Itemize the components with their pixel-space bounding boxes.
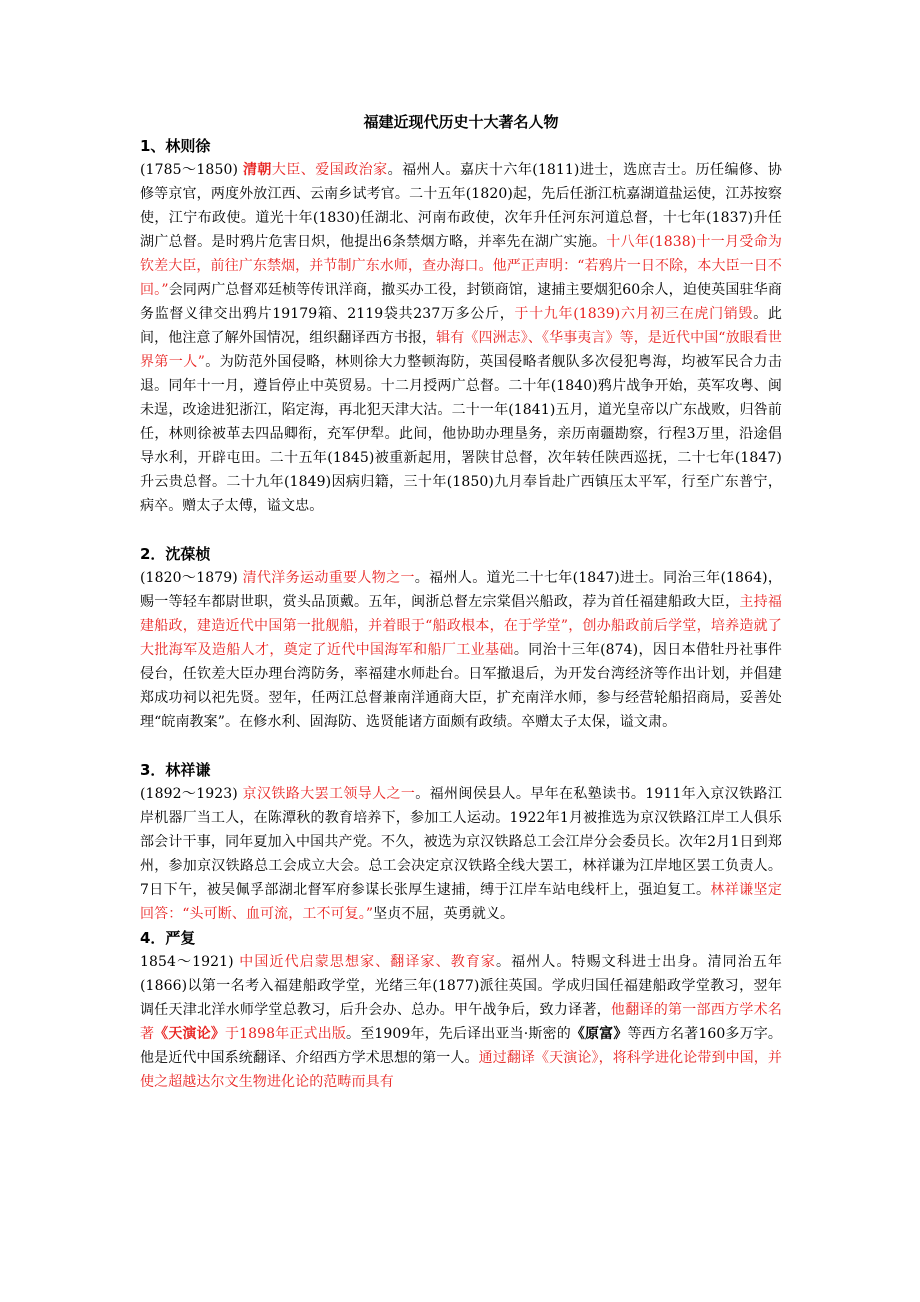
text-run-highlight: 《天演论》 (154, 1026, 225, 1042)
text-run: (1820～1879) (140, 570, 243, 586)
section-spacer (140, 734, 782, 758)
text-run-highlight: 京汉铁路大罢工领导人之一 (242, 786, 416, 802)
section-heading-lin-zexu: 1、林则徐 (140, 137, 211, 155)
text-run-highlight: 于1898年正式出版 (224, 1026, 347, 1042)
section-heading-shen-baozhen: 2．沈葆桢 (140, 545, 211, 563)
text-run: 。此间，他注意了解外国情况，组织翻译西方书报， (140, 306, 782, 346)
text-run-bold: 《原富》 (570, 1026, 628, 1042)
text-run: 。同治十三年(874)，因日本借牡丹社事件侵台，任钦差大臣办理台湾防务，率福建水师赴台。日军撤退后，为开发台湾经济等作出计划，并倡建郑成功祠以祀先贤。翌年，任两江总督兼南洋通商大臣，扩充南洋水师，参与经营轮船招商局，妥善处理“皖南教案”。在修水利、固海防、选贤能诸方面颇有政绩。卒赠太子太保，谥文肃。 (140, 642, 782, 730)
section-body-yan-fu (140, 950, 782, 1094)
section-body-shen-baozhen (140, 566, 782, 734)
text-run-highlight: 主持福建船政，建造近代中国第一批舰船，并着眼于“船政根本，在于学堂”，创办船政前后学堂，培养造就了大批海军及造船人才，奠定了近代中国海军和船厂工业基础 (140, 594, 782, 658)
text-run: 。福州人。嘉庆十六年(1811)进士，选庶吉士。历任编修、协修等京官，两度外放江西、云南乡试考官。二十五年(1820)起，先后任浙江杭嘉湖道盐运使，江苏按察使，江宁布政使。道光十年(1830)任湖北、河南布政使，次年升任河东河道总督，十七年(1837)升任湖广总督。是时鸦片危害日炽，他提出6条禁烟方略，并率先在湖广实施。 (140, 162, 782, 250)
text-run: 会同两广总督邓廷桢等传讯洋商，撤买办工役，封锁商馆，逮捕主要烟犯60余人，迫使英国驻华商务监督义律交出鸦片19179箱、2119袋共237万多公斤， (140, 282, 782, 322)
text-run: 。福州闽侯县人。早年在私塾读书。1911年入京汉铁路江岸机器厂当工人，在陈潭秋的教育培养下，参加工人运动。1922年1月被推选为京汉铁路江岸工人俱乐部会计干事，同年夏加入中国共产党。不久，被选为京汉铁路总工会江岸分会委员长。次年2月1日到郑州，参加京汉铁路总工会成立大会。总工会决定京汉铁路全线大罢工，林祥谦为江岸地区罢工负责人。7日下午，被吴佩孚部湖北督军府参谋长张厚生逮捕，缚于江岸车站电线杆上，强迫复工。 (140, 786, 782, 898)
text-run-highlight: 他翻译的第一部西方学术名著 (140, 1002, 782, 1042)
section-heading-lin-xiangqian: 3．林祥谦 (140, 761, 211, 779)
text-run: 1854～1921) (140, 954, 240, 970)
text-run-highlight: 十八年(1838)十一月受命为钦差大臣，前往广东禁烟，并节制广东水师，查办海口。他严正声明：“若鸦片一日不除，本大臣一日不回。” (140, 234, 782, 298)
section-body-lin-zexu (140, 158, 782, 518)
text-run: 。福州人。特赐文科进士出身。清同治五年(1866)以第一名考入福建船政学堂，光绪三年(1877)派往英国。学成归国任福建船政学堂教习，翌年调任天津北洋水师学堂总教习，后升会办、总办。甲午战争后，致力译著， (140, 954, 782, 1018)
section-body-lin-xiangqian (140, 782, 782, 926)
text-run-highlight: 通过翻译《天演论》，将科学进化论带到中国，并使之超越达尔文生物进化论的范畴而具有 (140, 1050, 782, 1090)
section-spacer (140, 518, 782, 542)
text-run-highlight: 于十九年(1839)六月初三在虎门销毁 (514, 306, 754, 322)
text-run: 。至1909年，先后译出亚当·斯密的 (346, 1026, 571, 1042)
text-run-highlight: 中国近代启蒙思想家、翻译家、教育家 (239, 954, 497, 970)
text-run: 。为防范外国侵略，林则徐大力整顿海防，英国侵略者舰队多次侵犯粤海，均被军民合力击退。同年十一月，遵旨停止中英贸易。十二月授两广总督。二十年(1840)鸦片战争开始，英军攻粤、闽未逞，改途进犯浙江，陷定海，再北犯天津大沽。二十一年(1841)五月，道光皇帝以广东战败，归咎前任，林则徐被革去四品卿衔，充军伊犁。此间，他协助办理垦务，亲历南疆勘察，行程3万里，沿途倡导水利，开辟屯田。二十五年(1845)被重新起用，署陕甘总督，次年转任陕西巡抚，二十七年(1847)升云贵总督。二十九年(1849)因病归籍，三十年(1850)九月奉旨赴广西镇压太平军，行至广东普宁，病卒。赠太子太傅，谥文忠。 (140, 354, 782, 514)
text-run: 等西方名著160多万字。他是近代中国系统翻译、介绍西方学术思想的第一人。 (140, 1026, 782, 1066)
text-run-highlight: 林祥谦坚定回答：“头可断、血可流，工不可复。” (140, 882, 783, 922)
text-run: 坚贞不屈，英勇就义。 (373, 906, 515, 922)
text-run: 。福州人。道光二十七年(1847)进士。同治三年(1864)，赐一等轻车都尉世职，赏头品顶戴。五年，闽浙总督左宗棠倡兴船政，荐为首任福建船政大臣， (140, 570, 782, 610)
text-run-highlight: 清朝 (242, 162, 272, 178)
document-page (140, 110, 782, 1094)
text-run-highlight: 辑有《四洲志》、《华事夷言》等，是近代中国“放眼看世界第一人” (140, 330, 782, 370)
document-title: 福建近现代历史十大著名人物 (363, 113, 559, 131)
text-run: (1785～1850) (140, 162, 243, 178)
section-heading-yan-fu: 4．严复 (140, 929, 196, 947)
text-run-highlight: 大臣、爱国政治家 (271, 162, 388, 178)
text-run-highlight: 清代洋务运动重要人物之一 (242, 570, 415, 586)
text-run: (1892～1923) (140, 786, 243, 802)
